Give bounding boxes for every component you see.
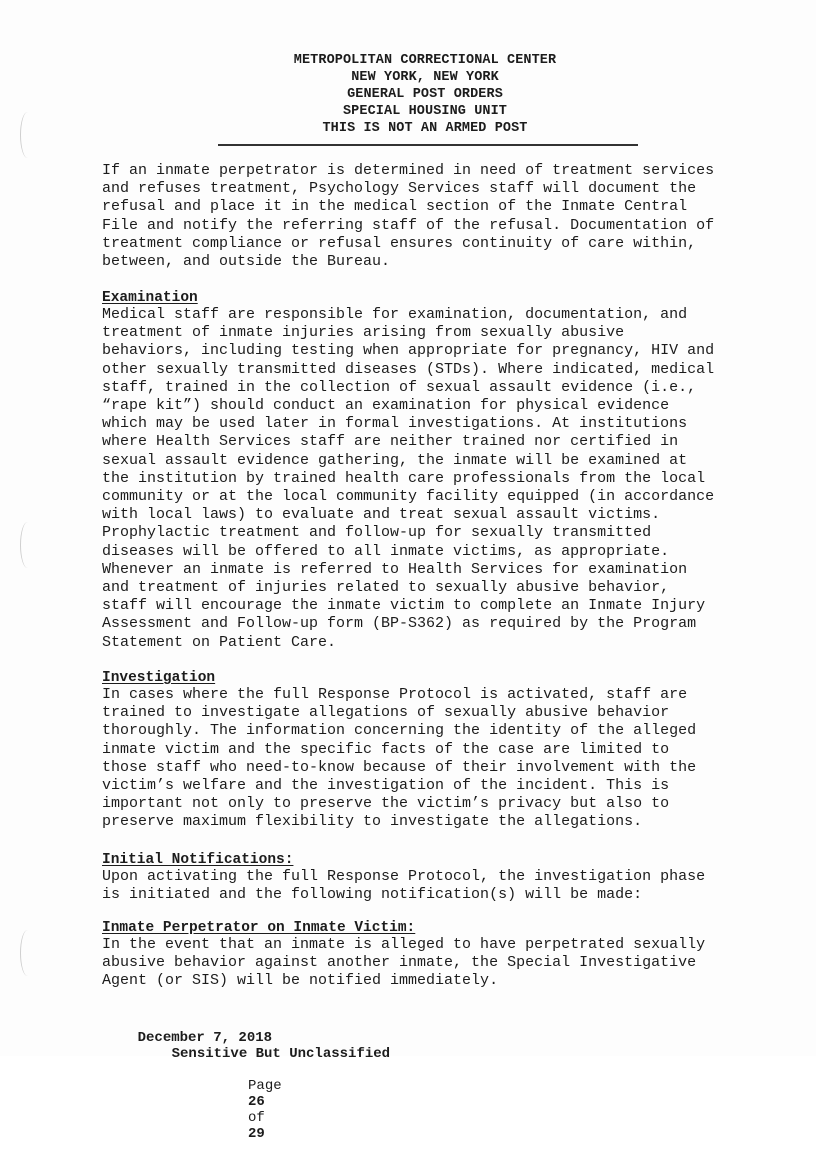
- binder-hole: [20, 522, 35, 568]
- investigation-heading: Investigation: [102, 670, 216, 686]
- header-facility: METROPOLITAN CORRECTIONAL CENTER: [293, 53, 557, 68]
- header-armed-status: THIS IS NOT AN ARMED POST: [322, 121, 528, 136]
- header-unit: SPECIAL HOUSING UNIT: [342, 104, 508, 119]
- footer-page-label: Page: [248, 1078, 282, 1094]
- initial-notifications-heading: Initial Notifications:: [102, 852, 294, 868]
- examination-paragraph: Medical staff are responsible for examination, documentation, and treatment of inmate injuries arising from sexually abusive behaviors, including testing when appropriate for pregnancy, HIV and other sexually transmitted diseases (STDs). Where indicated, medical staff, trained in the collection of sexual assault evidence (i.e., “rape kit”) should conduct an examination for physical evidence which may be used later in formal investigations. At institutions where Health Services staff are neither trained nor certified in sexual assault evidence gathering, the inmate will be examined at the institution by trained health care professionals from the local community or at the local community facility equipped (in accordance with local laws) to evaluate and treat sexual assault victims. Prophylactic treatment and follow-up for sexually transmitted diseases will be offered to all inmate victims, as appropriate. Whenever an inmate is referred to Health Services for examination and treatment of injuries related to sexually abusive behavior, staff will encourage the inmate victim to complete an Inmate Injury Assessment and Follow-up form (BP-S362) as required by the Program Statement on Patient Care.: [102, 306, 715, 651]
- inmate-perpetrator-heading: Inmate Perpetrator on Inmate Victim:: [102, 920, 416, 936]
- header-divider: [218, 144, 638, 146]
- investigation-paragraph: In cases where the full Response Protocol is activated, staff are trained to investigate allegations of sexually abusive behavior thoroughly. The information concerning the identity of the alleged inmate victim and the specific facts of the case are limited to those staff who need-to-know because of their involvement with the victim’s welfare and the investigation of the incident. This is important not only to preserve the victim’s privacy but also to preserve maximum flexibility to investigate the allegations.: [102, 686, 697, 831]
- binder-hole: [20, 930, 35, 976]
- header-location: NEW YORK, NEW YORK: [351, 70, 499, 85]
- initial-notifications-paragraph: Upon activating the full Response Protocol, the investigation phase is initiated and the following notification(s) will be made:: [102, 868, 706, 904]
- intro-paragraph: If an inmate perpetrator is determined in need of treatment services and refuses treatment, Psychology Services staff will document the refusal and place it in the medical section of the Inmate Central File and notify the referring staff of the refusal. Documentation of treatment compliance or refusal ensures continuity of care within, between, and outside the Bureau.: [102, 162, 715, 271]
- examination-heading: Examination: [102, 290, 198, 306]
- document-header: [200, 52, 650, 137]
- footer-page-total: 29: [248, 1126, 265, 1142]
- page-footer: [104, 1014, 744, 1174]
- inmate-perpetrator-paragraph: In the event that an inmate is alleged to have perpetrated sexually abusive behavior against another inmate, the Special Investigative Agent (or SIS) will be notified immediately.: [102, 936, 706, 990]
- footer-date: December 7, 2018: [137, 1030, 273, 1046]
- footer-page-number: 26: [248, 1094, 265, 1110]
- footer-of-label: of: [248, 1110, 265, 1126]
- footer-classification: Sensitive But Unclassified: [171, 1046, 391, 1062]
- header-post-orders: GENERAL POST ORDERS: [347, 87, 503, 102]
- footer-page-indicator: [198, 1062, 282, 1158]
- binder-hole: [20, 112, 35, 158]
